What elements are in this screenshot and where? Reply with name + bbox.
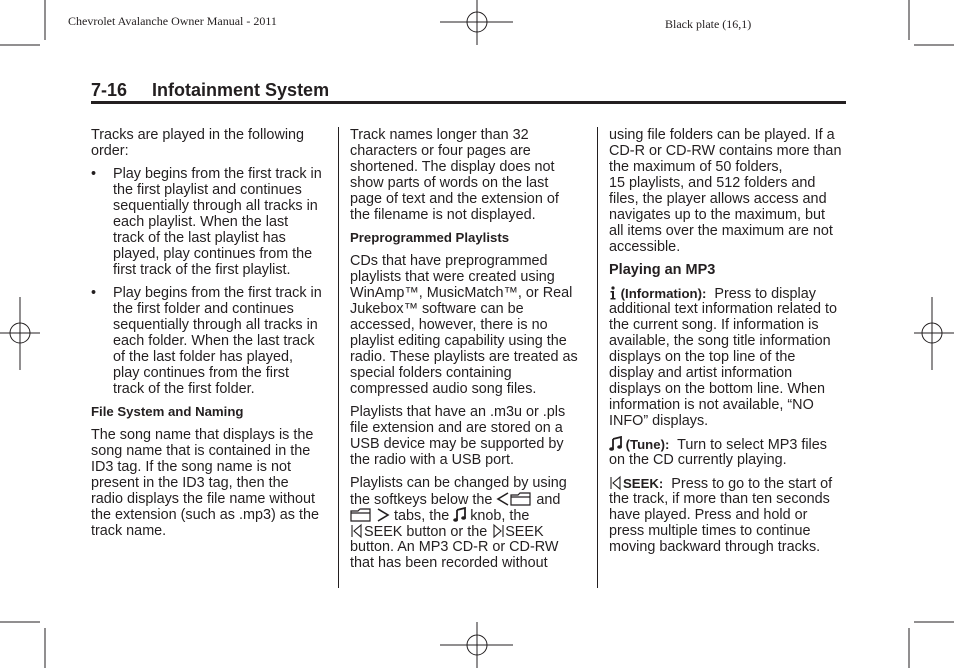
- text-line: that has been recorded without: [350, 555, 548, 571]
- text-line: compressed audio song files.: [350, 381, 537, 397]
- subheading: Preprogrammed Playlists: [350, 230, 510, 245]
- text-line: accessible.: [609, 239, 681, 255]
- page-number: 7-16: [91, 80, 128, 100]
- text-line: the maximum of 50 folders,: [609, 159, 783, 175]
- column-divider: [597, 127, 598, 588]
- text-line: additional text information related to: [609, 301, 837, 317]
- manual-title: Chevrolet Avalanche Owner Manual - 2011: [68, 14, 277, 28]
- bullet-icon: •: [91, 166, 97, 182]
- text-line: playlists that were created using: [350, 269, 555, 285]
- column-1: [91, 127, 331, 546]
- text-line: track of the first folder.: [113, 381, 255, 397]
- paragraph: [350, 127, 590, 223]
- text-line: playlist editing capability using the: [350, 333, 567, 349]
- bullet-item: [91, 166, 331, 278]
- text-line: the radio with a USB port.: [350, 452, 514, 468]
- text-line: displays on the bottom line. When: [609, 381, 825, 397]
- text-segment: Press to display: [706, 286, 816, 302]
- text-line: track of the last playlist has: [113, 230, 286, 246]
- text-line: play continues from the first: [113, 365, 289, 381]
- page-title: [91, 80, 329, 101]
- text-line: the current song. If information is: [609, 317, 819, 333]
- text-line: played, play continues from the: [113, 246, 313, 262]
- title-rule: [91, 101, 846, 104]
- subheading: File System and Naming: [91, 404, 244, 419]
- text-line: each folder. When the last track: [113, 333, 315, 349]
- paragraph: [350, 475, 590, 571]
- section-title: Infotainment System: [152, 80, 330, 100]
- text-line: [609, 475, 849, 491]
- text-line: sequentially through all tracks in: [113, 317, 318, 333]
- text-line: files, the player allows access and: [609, 191, 827, 207]
- text-line: page of text and the extension of: [350, 191, 559, 207]
- text-segment: SEEK button or the: [364, 524, 492, 540]
- text-line: ID3 tag. If the song name is not: [91, 459, 291, 475]
- text-line: the extension (such as .mp3) as the: [91, 507, 319, 523]
- text-line: Tracks are played in the following: [91, 127, 305, 143]
- text-line: [609, 285, 849, 301]
- text-line: order:: [91, 143, 129, 159]
- text-line: radio. These playlists are treated as: [350, 349, 578, 365]
- paragraph: [91, 427, 331, 539]
- column-3: [609, 127, 849, 562]
- text-segment: Turn to select MP3 files: [669, 437, 827, 453]
- text-segment: Press to go to the start of: [663, 476, 833, 492]
- bold-label: SEEK:: [623, 476, 664, 491]
- text-line: present in the ID3 tag, then the: [91, 475, 289, 491]
- text-line: [350, 507, 590, 523]
- text-line: navigates up to the maximum, but: [609, 207, 825, 223]
- text-line: information is not available, “NO: [609, 397, 814, 413]
- column-divider: [338, 127, 339, 588]
- text-line: Playlists that have an .m3u or .pls: [350, 404, 566, 420]
- text-line: Play begins from the first track in: [113, 285, 322, 301]
- text-segment: and: [532, 492, 561, 508]
- paragraph: [609, 475, 849, 555]
- text-line: button. An MP3 CD-R or CD-RW: [350, 539, 559, 555]
- text-line: 15 playlists, and 512 folders and: [609, 175, 816, 191]
- text-line: press multiple times to continue: [609, 523, 811, 539]
- text-line: moving backward through tracks.: [609, 539, 821, 555]
- text-line: CDs that have preprogrammed: [350, 253, 548, 269]
- paragraph: [609, 436, 849, 468]
- bullet-icon: •: [91, 285, 97, 301]
- text-segment: the softkeys below the: [350, 492, 497, 508]
- text-segment: tabs, the: [390, 508, 454, 524]
- text-line: of the last folder has played,: [113, 349, 293, 365]
- text-line: all items over the maximum are not: [609, 223, 833, 239]
- text-line: Track names longer than 32: [350, 127, 529, 143]
- text-line: the first folder and continues: [113, 301, 294, 317]
- text-line: available, the song title information: [609, 333, 831, 349]
- bold-label: (Tune):: [622, 437, 670, 452]
- text-line: CD-R or CD-RW contains more than: [609, 143, 842, 159]
- text-line: each playlist. When the last: [113, 214, 289, 230]
- text-line: file extension and are stored on a: [350, 420, 563, 436]
- text-segment: SEEK: [505, 524, 544, 540]
- paragraph: [350, 404, 590, 468]
- text-line: Playlists can be changed by using: [350, 475, 567, 491]
- text-line: first track of the first playlist.: [113, 262, 291, 278]
- text-line: shortened. The display does not: [350, 159, 555, 175]
- plate-label: Black plate (16,1): [665, 17, 752, 31]
- text-line: Jukebox™ software can be: [350, 301, 524, 317]
- text-line: accessed, however, there is no: [350, 317, 548, 333]
- text-line: the track, if more than ten seconds: [609, 491, 830, 507]
- paragraph: [609, 285, 849, 429]
- text-line: special folders containing: [350, 365, 512, 381]
- bullet-item: [91, 285, 331, 397]
- text-line: USB device may be supported by: [350, 436, 564, 452]
- subheading: Playing an MP3: [609, 262, 716, 278]
- text-line: displays on the top line of the: [609, 349, 796, 365]
- paragraph: [91, 127, 331, 159]
- text-line: Play begins from the first track in: [113, 166, 322, 182]
- text-line: radio displays the file name without: [91, 491, 315, 507]
- text-line: track name.: [91, 523, 167, 539]
- text-line: song name that is contained in the: [91, 443, 311, 459]
- text-line: The song name that displays is the: [91, 427, 314, 443]
- text-line: sequentially through all tracks in: [113, 198, 318, 214]
- text-line: the filename is not displayed.: [350, 207, 536, 223]
- text-line: [350, 491, 590, 507]
- text-line: on the CD currently playing.: [609, 452, 787, 468]
- text-line: [609, 436, 849, 452]
- text-line: WinAmp™, MusicMatch™, or Real: [350, 285, 573, 301]
- paragraph: [609, 127, 849, 255]
- paragraph: [350, 253, 590, 397]
- column-2: [350, 127, 590, 578]
- text-line: INFO” displays.: [609, 413, 709, 429]
- text-line: display and artist information: [609, 365, 793, 381]
- bold-label: (Information):: [617, 286, 707, 301]
- text-segment: knob, the: [466, 508, 530, 524]
- text-line: characters or four pages are: [350, 143, 531, 159]
- text-line: have played. Press and hold or: [609, 507, 808, 523]
- text-line: using file folders can be played. If a: [609, 127, 835, 143]
- text-line: show parts of words on the last: [350, 175, 549, 191]
- text-line: [350, 523, 590, 539]
- text-line: the first playlist and continues: [113, 182, 302, 198]
